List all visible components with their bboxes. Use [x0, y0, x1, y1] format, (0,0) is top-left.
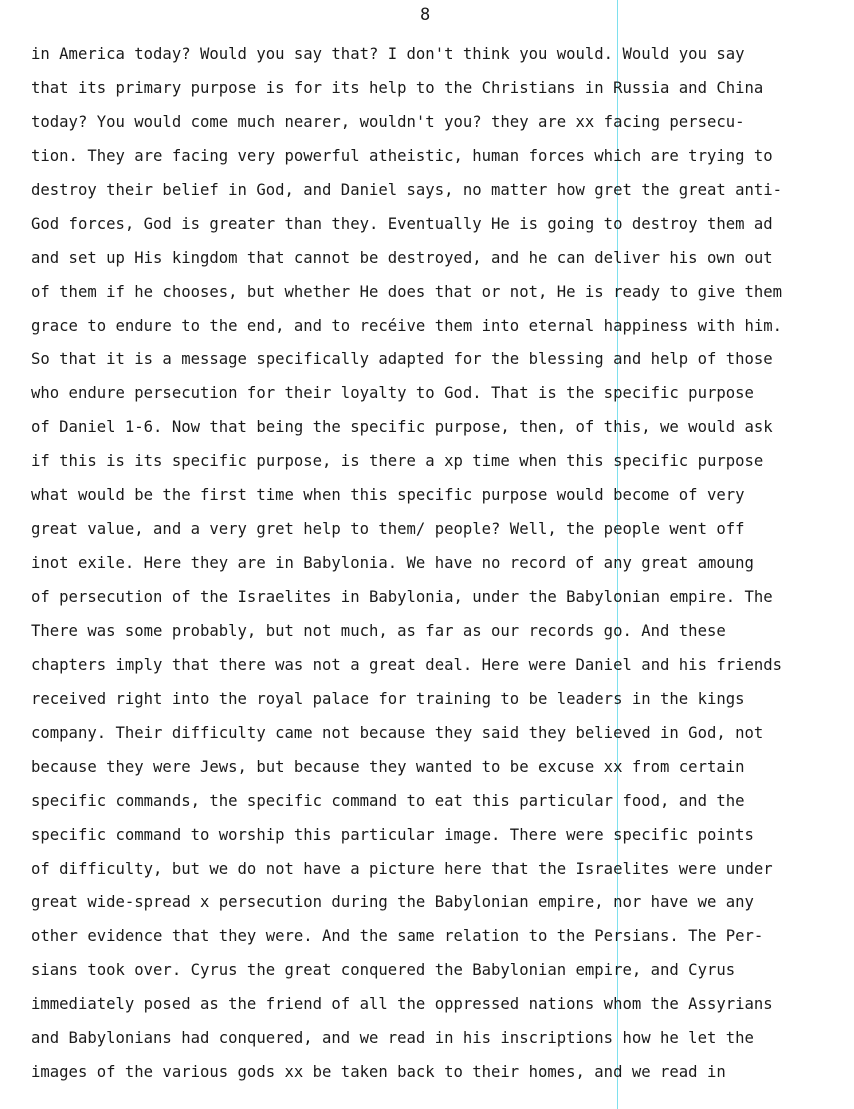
text-line: who endure persecution for their loyalty to God. That is the specific purpose [31, 384, 754, 403]
text-line: today? You would come much nearer, wouldn't you? they are xx facing persecu- [31, 112, 745, 131]
text-line: There was some probably, but not much, as far as our records go. And these [31, 621, 726, 640]
text-line: great value, and a very gret help to them/ people? Well, the people went off [31, 520, 745, 539]
text-line: if this is its specific purpose, is there a xp time when this specific purpose [31, 452, 764, 471]
text-line: grace to endure to the end, and to recéive them into eternal happiness with him. [31, 316, 783, 335]
text-line: chapters imply that there was not a great deal. Here were Daniel and his friends [31, 655, 783, 674]
text-line: of them if he chooses, but whether He does that or not, He is ready to give them [31, 282, 783, 301]
text-line: specific commands, the specific command to eat this particular food, and the [31, 791, 745, 810]
text-line: God forces, God is greater than they. Eventually He is going to destroy them ad [31, 214, 773, 233]
text-line: immediately posed as the friend of all the oppressed nations whom the Assyrians [31, 995, 773, 1014]
text-line: and set up His kingdom that cannot be destroyed, and he can deliver his own out [31, 248, 773, 267]
text-line: company. Their difficulty came not because they said they believed in God, not [31, 723, 764, 742]
text-line: inot exile. Here they are in Babylonia. We have no record of any great amoung [31, 554, 754, 573]
text-line: in America today? Would you say that? I don't think you would. Would you say [31, 45, 745, 63]
text-line: tion. They are facing very powerful atheistic, human forces which are trying to [31, 146, 773, 165]
text-line: of difficulty, but we do not have a picture here that the Israelites were under [31, 859, 773, 878]
page-number: 8 [420, 5, 431, 25]
text-line: specific command to worship this particular image. There were specific points [31, 825, 754, 844]
text-line: of persecution of the Israelites in Babylonia, under the Babylonian empire. The [31, 588, 773, 606]
text-line: what would be the first time when this specific purpose would become of very [31, 486, 745, 505]
text-line: images of the various gods xx be taken back to their homes, and we read in [31, 1063, 726, 1082]
text-line: and Babylonians had conquered, and we read in his inscriptions how he let the [31, 1029, 754, 1048]
body-text [31, 40, 782, 1092]
text-line: received right into the royal palace for training to be leaders in the kings [31, 689, 745, 708]
text-line: that its primary purpose is for its help to the Christians in Russia and China [31, 78, 764, 97]
text-line: So that it is a message specifically adapted for the blessing and help of those [31, 350, 773, 369]
text-line: because they were Jews, but because they wanted to be excuse xx from certain [31, 757, 745, 776]
text-line: of Daniel 1-6. Now that being the specific purpose, then, of this, we would ask [31, 418, 773, 437]
text-line: other evidence that they were. And the same relation to the Persians. The Per- [31, 927, 764, 946]
text-line: great wide-spread x persecution during the Babylonian empire, nor have we any [31, 893, 754, 912]
text-line: sians took over. Cyrus the great conquered the Babylonian empire, and Cyrus [31, 961, 736, 980]
text-line: destroy their belief in God, and Daniel says, no matter how gret the great anti- [31, 180, 783, 199]
